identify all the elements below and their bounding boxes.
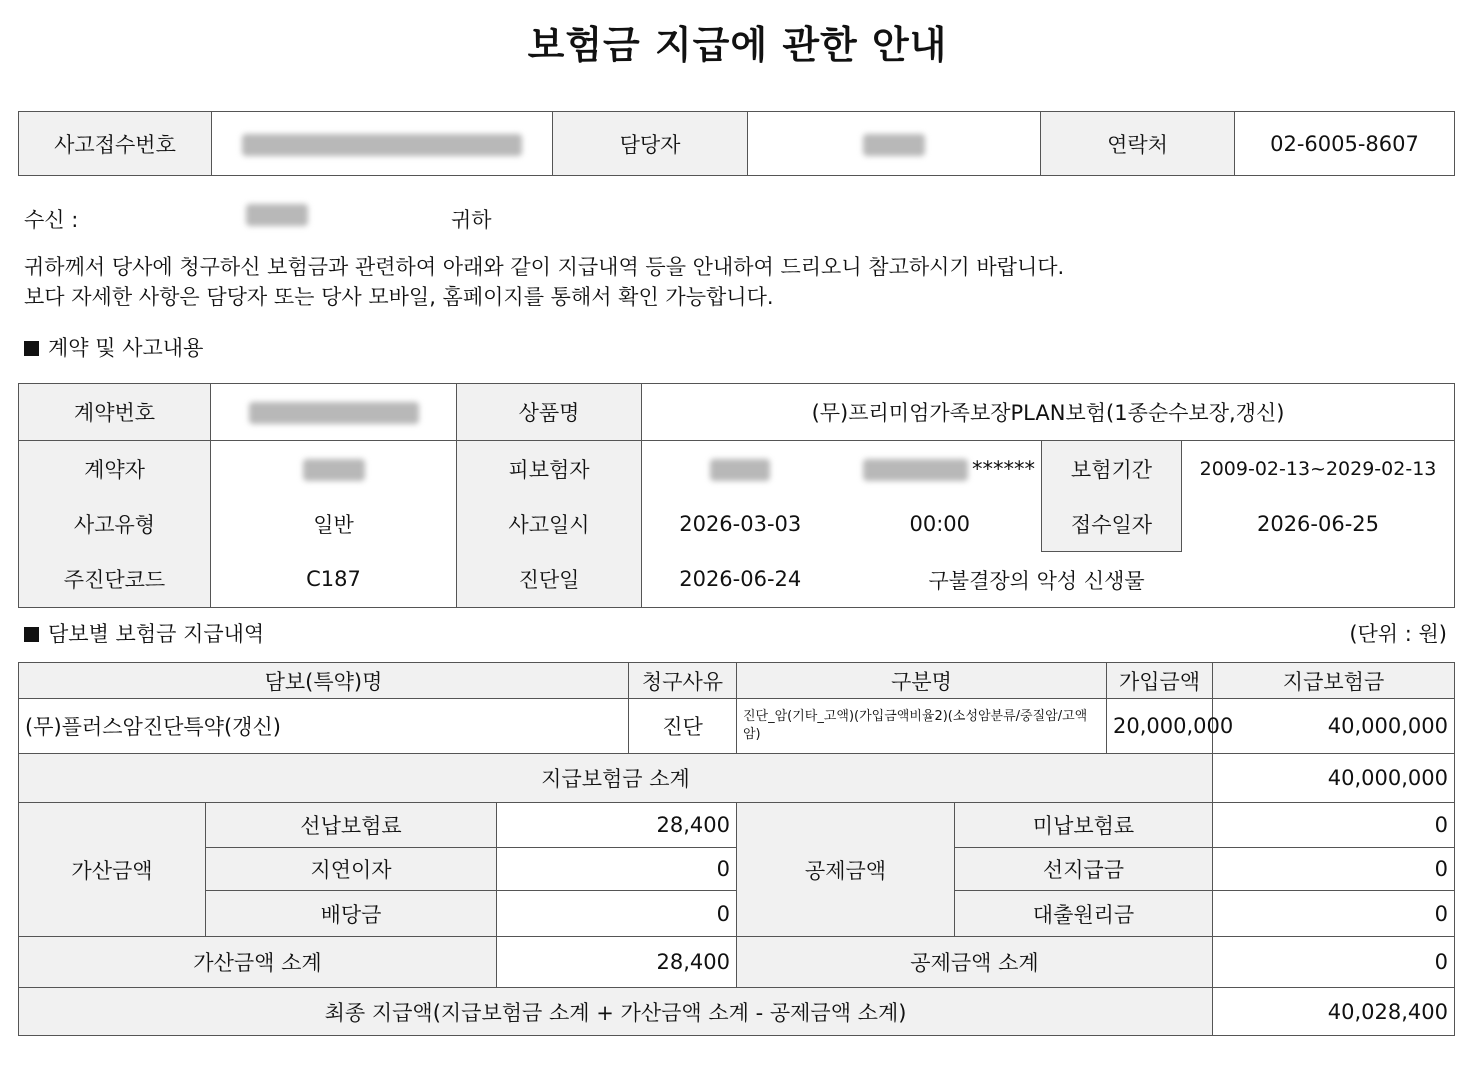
row-payout: 40,000,000 [1213,699,1455,754]
diag-code-label: 주진단코드 [19,552,211,608]
row-insured-amount: 20,000,000 [1107,699,1213,754]
diag-code-value: C187 [211,552,457,608]
diag-name-value: 구불결장의 악성 신생물 [839,552,1455,608]
deduction-subtotal-label: 공제금액 소계 [737,937,1213,988]
loan-value: 0 [1213,891,1455,937]
row-reason: 진단 [629,699,737,754]
contact-value: 02-6005-8607 [1235,112,1455,176]
deduction-subtotal-value: 0 [1213,937,1455,988]
dividend-label: 배당금 [206,891,497,937]
row-coverage-name: (무)플러스암진단특약(갱신) [19,699,629,754]
accident-time-value: 00:00 [839,497,1042,552]
claim-no-label: 사고접수번호 [19,112,212,176]
col-coverage-header: 담보(특약)명 [19,663,629,699]
contract-section-title-text: 계약 및 사고내용 [48,336,204,360]
contract-table [18,383,1455,608]
period-label: 보험기간 [1042,441,1182,497]
prepaid-value: 28,400 [497,803,737,848]
insured-id-mask: ****** [972,456,1035,481]
square-bullet-icon [24,627,39,642]
policyholder-label: 계약자 [19,441,211,497]
product-value: (무)프리미엄가족보장PLAN보험(1종순수보장,갱신) [642,384,1455,441]
manager-label: 담당자 [553,112,748,176]
recipient-suffix: 귀하 [451,208,492,232]
addition-label: 가산금액 [19,803,206,937]
col-reason-header: 청구사유 [629,663,737,699]
insured-id [839,441,1042,497]
accident-type-label: 사고유형 [19,497,211,552]
dividend-value: 0 [497,891,737,937]
final-amount-value: 40,028,400 [1213,988,1455,1036]
subtotal-label: 지급보험금 소계 [19,754,1213,803]
diag-date-value: 2026-06-24 [642,552,839,608]
payment-table [18,662,1455,1036]
intro-line-1: 귀하께서 당사에 청구하신 보험금과 관련하여 아래와 같이 지급내역 등을 안내하여 드리오니 참고하시기 바랍니다. [24,255,1065,279]
page-title: 보험금 지급에 관한 안내 [527,23,948,67]
late-interest-label: 지연이자 [206,848,497,891]
final-amount-label: 최종 지급액(지급보험금 소계 + 가산금액 소계 - 공제금액 소계) [19,988,1213,1036]
contract-no-label: 계약번호 [19,384,211,441]
manager-value-redacted [748,112,1041,176]
contract-section-title [24,332,203,362]
product-label: 상품명 [457,384,642,441]
insured-name-redacted [642,441,839,497]
contact-label: 연락처 [1041,112,1235,176]
period-value: 2009-02-13~2029-02-13 [1182,441,1455,497]
loan-label: 대출원리금 [955,891,1213,937]
claim-no-value-redacted [212,112,553,176]
payment-section-title [24,618,264,648]
subtotal-value: 40,000,000 [1213,754,1455,803]
col-payout-header: 지급보험금 [1213,663,1455,699]
unpaid-value: 0 [1213,803,1455,848]
addition-subtotal-label: 가산금액 소계 [19,937,497,988]
recipient-label: 수신 : [24,208,79,232]
row-category: 진단_암(기타_고액)(가입금액비율2)(소성암분류/중질암/고액암) [737,699,1107,754]
accident-type-value: 일반 [211,497,457,552]
advance-value: 0 [1213,848,1455,891]
payment-section-title-text: 담보별 보험금 지급내역 [48,622,265,646]
recipient-name-redacted [246,202,308,226]
header-table [18,111,1455,176]
addition-subtotal-value: 28,400 [497,937,737,988]
late-interest-value: 0 [497,848,737,891]
square-bullet-icon [24,341,39,356]
prepaid-label: 선납보험료 [206,803,497,848]
received-date-value: 2026-06-25 [1182,497,1455,552]
diag-date-label: 진단일 [457,552,642,608]
received-date-label: 접수일자 [1042,497,1182,552]
accident-date-label: 사고일시 [457,497,642,552]
contract-no-redacted [211,384,457,441]
intro-line-2: 보다 자세한 사항은 담당자 또는 당사 모바일, 홈페이지를 통해서 확인 가능합니다. [24,285,774,309]
policyholder-redacted [211,441,457,497]
deduction-label: 공제금액 [737,803,955,937]
col-insured-amount-header: 가입금액 [1107,663,1213,699]
insured-label: 피보험자 [457,441,642,497]
unpaid-label: 미납보험료 [955,803,1213,848]
col-category-header: 구분명 [737,663,1107,699]
advance-label: 선지급금 [955,848,1213,891]
unit-label: (단위 : 원) [1349,622,1447,646]
accident-date-value: 2026-03-03 [642,497,839,552]
